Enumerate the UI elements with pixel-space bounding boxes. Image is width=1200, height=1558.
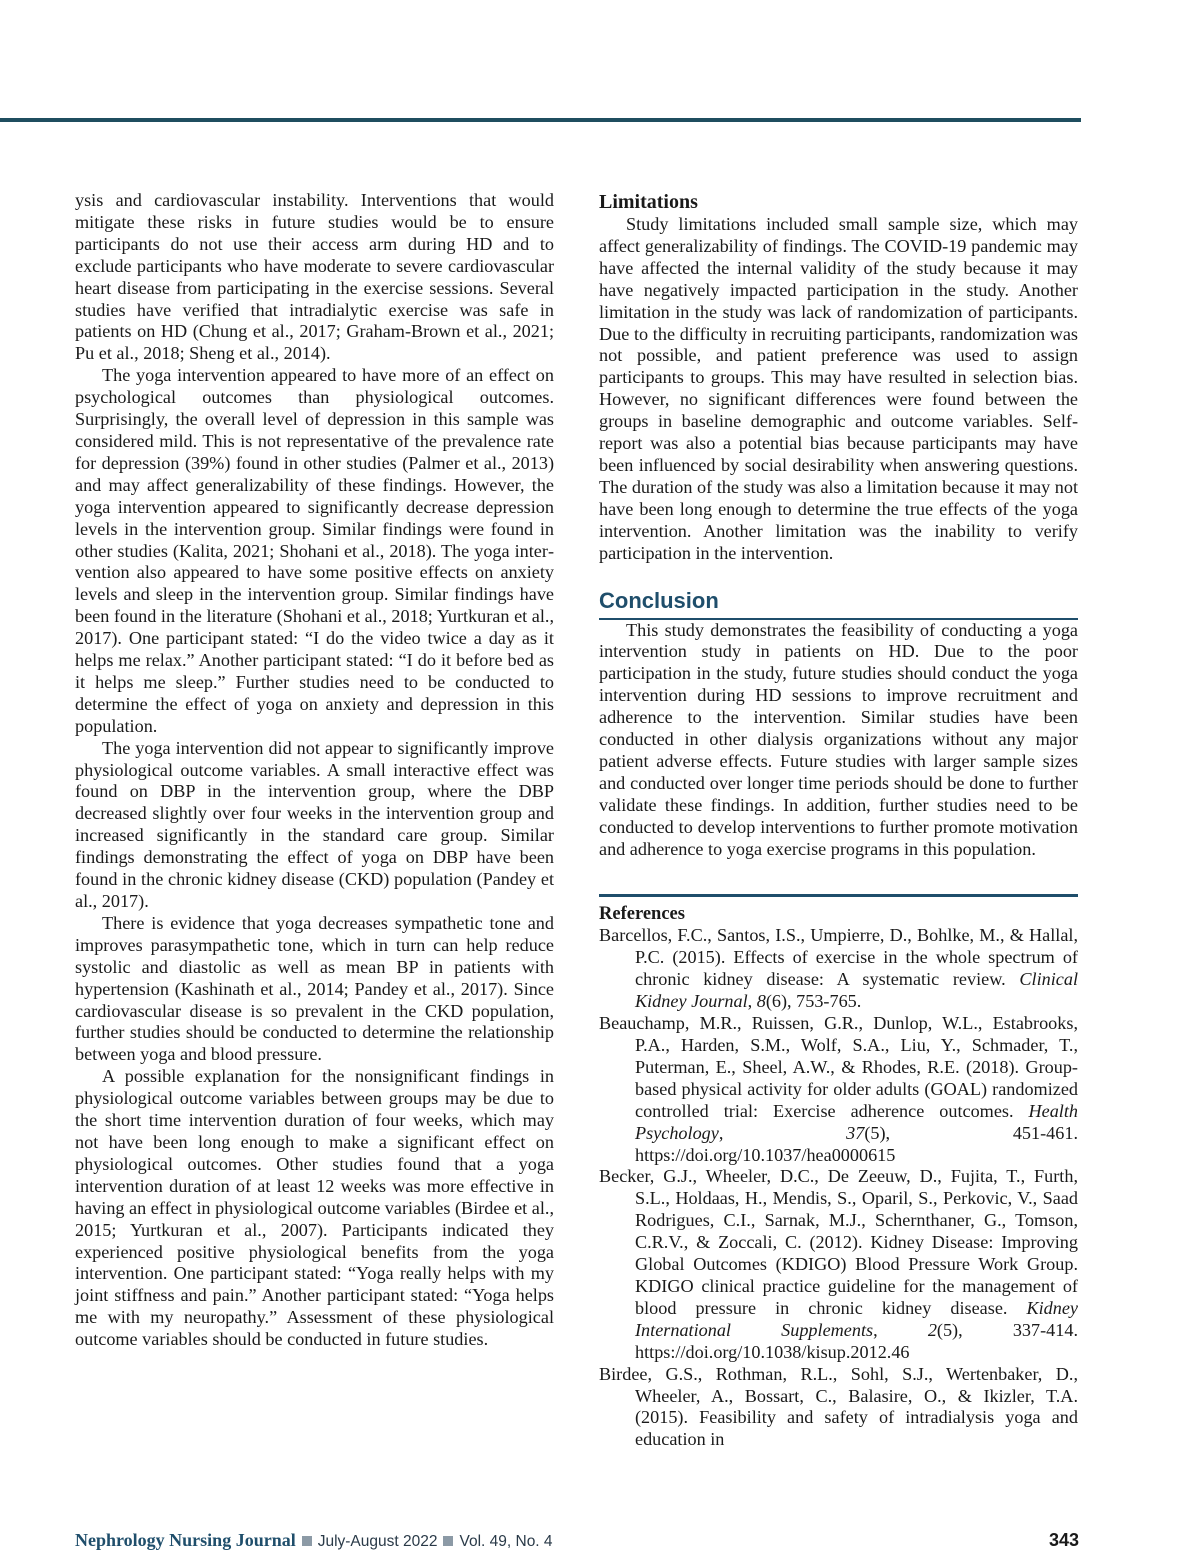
references-heading: References: [599, 904, 685, 925]
square-separator-icon: [443, 1536, 453, 1546]
page-number: 343: [1048, 1530, 1079, 1550]
conclusion-heading: Conclusion: [599, 587, 1078, 620]
reference-volume: 2: [927, 1319, 937, 1340]
reference-text: Beauchamp, M.R., Ruissen, G.R., Dunlop, W.L., Estabrooks, P.A., Harden, S.M., Wolf, S.A., Liu, Y., Schmader, T., Puterman, E., Sheel, A.W., & Rhodes, R.E. (2018). Group-based physical activity for older adults (GOAL) randomized controlled trial: Exercise adherence outcomes.: [599, 1013, 1078, 1121]
page-footer: [75, 1530, 1079, 1558]
reference-item: Becker, G.J., Wheeler, D.C., De Zeeuw, D., Fujita, T., Furth, S.L., Holdaas, H., Mendis, S., Oparil, S., Perkovic, V., Saad Rodrigues, C.I., Sarnak, M.J., Schernthaner, G., Tomson, C.R.V., & Zoccali, C. (2012). Kidney Disease: Improving Global Outcomes (KDIGO) Blood Pressure Work Group. KDIGO clinical practice guideline for the management of blood pressure in chronic kidney disease. Kidney International Supplements, 2(5), 337-414. https://doi.org/10.1038/kisup.2012.46: [599, 1166, 1078, 1362]
volume-number: Vol. 49, No. 4: [459, 1533, 553, 1550]
reference-journal: Kidney International Supplements: [635, 1297, 1078, 1340]
limitations-paragraph: Study limitations included small sample size, which may affect generalizability of findings. The COVID-19 pandemic may have affected the internal validity of the study because it may have negatively impacted participation in the study. Another limitation in the study was lack of randomization of participants. Due to the difficulty in recruiting participants, randomization was not possible, and patient preference was used to assign participants to groups. This may have resulted in selection bias. However, no significant differences were found between the groups in baseline demographic and outcome variables. Self-report was also a potential bias because participants may have been influenced by social desirability when answering questions. The duration of the study was also a limitation because it may not have been long enough to determine the true effects of the yoga intervention. Another limitation was the inability to verify participation in the intervention.: [599, 214, 1078, 563]
reference-text: Birdee, G.S., Rothman, R.L., Sohl, S.J., Wertenbaker, D., Wheeler, A., Bossart, C., Balasire, O., & Ikizler, T.A. (2015). Feasibility and safety of intradialysis yoga and education in: [599, 1363, 1078, 1450]
reference-volume: 37: [846, 1122, 865, 1143]
body-paragraph: There is evidence that yoga decreases sympathetic tone and improves parasympathetic tone, which in turn can help reduce systolic and diastolic as well as mean BP in patients with hypertension (Kashinath et al., 2014; Pandey et al., 2017). Since cardiovascular disease is so prevalent in the CKD population, further studies should be conducted to determine the relationship between yoga and blood pressure.: [75, 912, 554, 1065]
header-rule: [0, 118, 1081, 122]
conclusion-paragraph: This study demonstrates the feasibility of conducting a yoga intervention study in patients on HD. Due to the poor participation in the study, future studies should conduct the yoga intervention during HD sessions to improve recruitment and adherence to the intervention. Similar studies have been conducted in other dialysis organizations without any major patient adverse effects. Future studies with larger sample sizes and conducted over longer time periods should be done to further validate these findings. In addition, further studies need to be conducted to develop interventions to further promote motivation and adherence to yoga exercise programs in this population.: [599, 619, 1078, 859]
reference-journal: Health Psychology: [635, 1100, 1078, 1143]
reference-item: Barcellos, F.C., Santos, I.S., Umpierre, D., Bohlke, M., & Hallal, P.C. (2015). Effects of exercise in the whole spectrum of chronic kidney disease: A systematic review. Clinical Kidney Journal, 8(6), 753-765.: [599, 925, 1078, 1012]
body-paragraph: ysis and cardiovascular instability. Interventions that would mitigate these risks in future studies would be to ensure participants do not use their access arm during HD and to exclude participants who have moderate to severe cardiovascular heart disease from participating in the exercise sessions. Several studies have verified that intradialytic exercise was safe in patients on HD (Chung et al., 2017; Graham-Brown et al., 2021; Pu et al., 2018; Sheng et al., 2014).: [75, 190, 554, 364]
body-paragraph: The yoga intervention appeared to have more of an effect on psychological outcomes than physiological outcomes. Surprisingly, the overall level of depression in this sample was considered mild. This is not representative of the prevalence rate for depression (39%) found in other studies (Palmer et al., 2013) and may affect generalizability of these findings. However, the yoga intervention appeared to significantly decrease depression levels in the intervention group. Similar findings were found in other studies (Kalita, 2021; Shohani et al., 2018). The yoga intervention also appeared to have some positive effects on anxiety levels and sleep in the intervention group. Similar findings have been found in the literature (Shohani et al., 2018; Yurtkuran et al., 2017). One participant stated: “I do the video twice a day as it helps me relax.” Another participant stated: “I do it before bed as it helps me sleep.” Further studies need to be conducted to determine the effect of yoga on anxiety and depression in this population.: [75, 365, 554, 736]
reference-item: Beauchamp, M.R., Ruissen, G.R., Dunlop, W.L., Estabrooks, P.A., Harden, S.M., Wolf, S.A., Liu, Y., Schmader, T., Puterman, E., Sheel, A.W., & Rhodes, R.E. (2018). Group-based physical activity for older adults (GOAL) randomized controlled trial: Exercise adherence outcomes. Health Psychology, 37(5), 451-461. https://doi.org/10.1037/hea0000615: [599, 1013, 1078, 1165]
square-separator-icon: [302, 1536, 312, 1546]
journal-name: Nephrology Nursing Journal: [75, 1530, 296, 1550]
body-paragraph: A possible explanation for the nonsignificant findings in physiological outcome variables between groups may be due to the short time intervention duration of four weeks, which may not have been long enough to make a significant effect on physiological outcomes. Other studies found that a yoga intervention duration of at least 12 weeks was more effective in having an effect in physiological outcome variables (Birdee et al., 2015; Yurtkuran et al., 2007). Participants indicated they experienced positive physiological benefits from the yoga intervention. One participant stated: “Yoga really helps with my joint stiffness and pain.” Another participant stated: “Yoga helps me with my neuropathy.” Assessment of these physiological outcome variables should be conducted in future studies.: [75, 1066, 554, 1350]
reference-item: [599, 1364, 1078, 1452]
references-rule: [599, 894, 1078, 897]
reference-text: Barcellos, F.C., Santos, I.S., Umpierre, D., Bohlke, M., & Hallal, P.C. (2015). Effects of exercise in the whole spectrum of chronic kidney disease: A systematic review.: [599, 925, 1078, 990]
left-column: [75, 190, 554, 1351]
issue-date: July-August 2022: [317, 1533, 438, 1550]
reference-volume: 8: [756, 991, 766, 1012]
reference-journal: Clinical Kidney Journal: [635, 969, 1078, 1012]
limitations-heading: Limitations: [599, 191, 698, 213]
body-paragraph: The yoga intervention did not appear to significantly improve physiological outcome variables. A small interactive effect was found on DBP in the intervention group, where the DBP decreased slightly over four weeks in the intervention group and increased significantly in the standard care group. Similar findings demonstrating the effect of yoga on DBP have been found in the chronic kidney disease (CKD) population (Pandey et al., 2017).: [75, 737, 554, 911]
right-column: [599, 190, 1078, 1451]
reference-text: Becker, G.J., Wheeler, D.C., De Zeeuw, D., Fujita, T., Furth, S.L., Holdaas, H., Mendis, S., Oparil, S., Perkovic, V., Saad Rodrigues, C.I., Sarnak, M.J., Schernthaner, G., Tomson, C.R.V., & Zoccali, C. (2012). Kidney Disease: Improving Global Outcomes (KDIGO) Blood Pressure Work Group. KDIGO clinical practice guideline for the management of blood pressure in chronic kidney disease.: [599, 1166, 1078, 1318]
